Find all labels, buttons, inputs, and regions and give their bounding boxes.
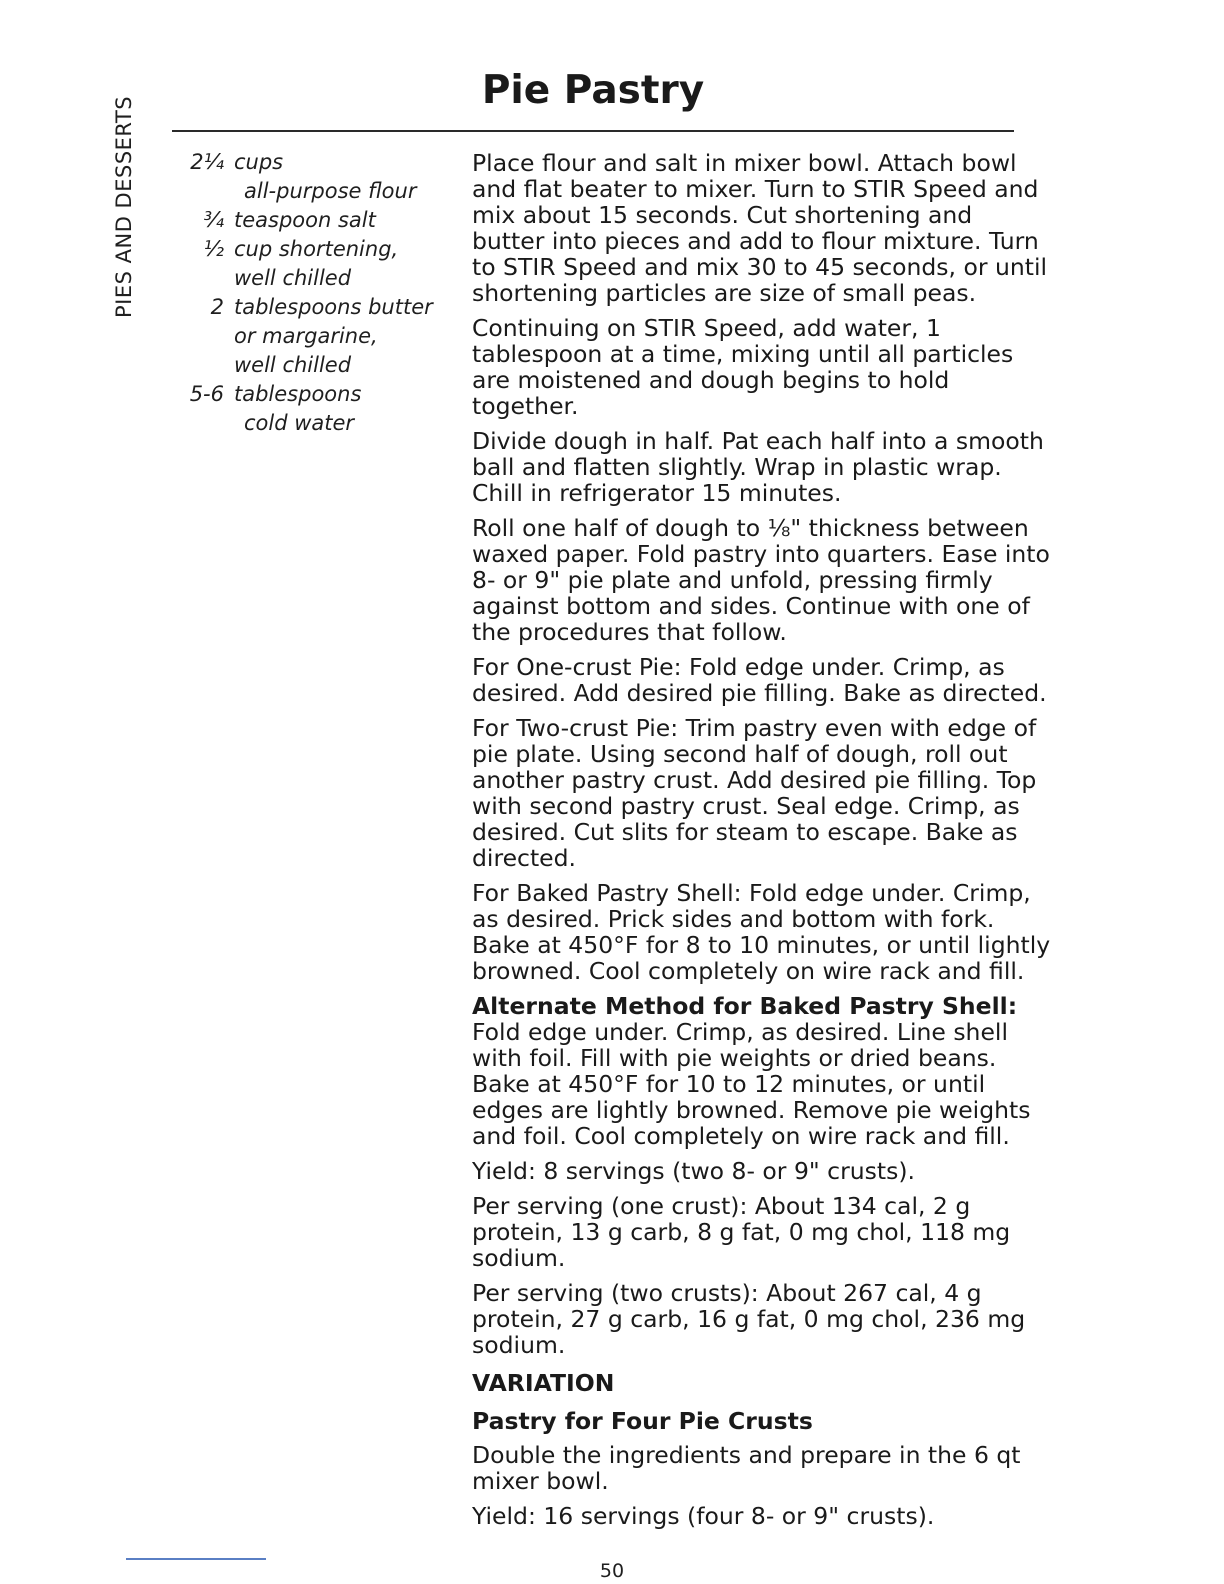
ingredient-item <box>176 148 446 206</box>
ingredient-text: cup shortening, <box>234 237 399 261</box>
step-paragraph: Continuing on STIR Speed, add water, 1 tablespoon at a time, mixing until all particles are moistened and dough begins to hold together. <box>472 314 1014 420</box>
ingredient-amount: 5-6 <box>189 382 224 406</box>
section-tab: PIES AND DESSERTS <box>112 95 136 318</box>
ingredient-text: all-purpose flour <box>244 179 417 203</box>
step-paragraph: For Two-crust Pie: Trim pastry even with edge of pie plate. Using second half of dough, roll out another pastry crust. Add desired pie filling. Top with second pastry crust. Seal edge. Crimp, as desired. Cut slits for steam to escape. Bake as directed. <box>472 714 1037 872</box>
ingredient-amount: ¾ <box>203 208 224 232</box>
ingredient-text: cups <box>234 150 284 174</box>
variation-heading: VARIATION <box>472 1369 615 1397</box>
step-paragraph: For One-crust Pie: Fold edge under. Crimp, as desired. Add desired pie filling. Bake as directed. <box>472 653 1047 707</box>
nutrition-two-crusts: Per serving (two crusts): About 267 cal, 4 g protein, 27 g carb, 16 g fat, 0 mg chol, 236 mg sodium. <box>472 1279 1026 1359</box>
ingredient-item <box>176 206 446 235</box>
ingredient-item <box>176 293 446 380</box>
ingredient-text: or margarine, <box>234 324 378 348</box>
ingredient-text: well chilled <box>234 266 352 290</box>
ingredient-text: well chilled <box>234 353 352 377</box>
alternate-method-text: Fold edge under. Crimp, as desired. Line shell with foil. Fill with pie weights or dried beans. Bake at 450°F for 10 to 12 minutes, or until edges are lightly browned. Remove pie weights and foil. Cool completely on wire rack and fill. <box>472 1018 1031 1150</box>
step-paragraph: Roll one half of dough to ⅛" thickness between waxed paper. Fold pastry into quarters. Ease into 8- or 9" pie plate and unfold, pressing firmly against bottom and sides. Continue with one of the procedures that follow. <box>472 514 1050 646</box>
ingredient-item <box>176 380 446 438</box>
footer-line <box>126 1558 266 1560</box>
yield-text: Yield: 8 servings (two 8- or 9" crusts). <box>472 1157 915 1185</box>
ingredient-amount: 2¼ <box>190 150 224 174</box>
variation-yield: Yield: 16 servings (four 8- or 9" crusts). <box>472 1502 935 1530</box>
instructions <box>472 150 1052 1538</box>
alternate-method-label: Alternate Method for Baked Pastry Shell: <box>472 992 1018 1020</box>
ingredient-item <box>176 235 446 293</box>
ingredient-text: tablespoons <box>234 382 362 406</box>
variation-subheading: Pastry for Four Pie Crusts <box>472 1407 813 1435</box>
ingredient-list <box>176 148 446 438</box>
step-paragraph: Divide dough in half. Pat each half into a smooth ball and flatten slightly. Wrap in plastic wrap. Chill in refrigerator 15 minutes. <box>472 427 1044 507</box>
page-title: Pie Pastry <box>481 68 705 113</box>
ingredient-text: teaspoon salt <box>234 208 376 232</box>
page-number: 50 <box>599 1560 625 1582</box>
title-rule <box>172 130 1014 132</box>
step-paragraph: Place flour and salt in mixer bowl. Attach bowl and flat beater to mixer. Turn to STIR Speed and mix about 15 seconds. Cut shortening and butter into pieces and add to flour mixture. Turn to STIR Speed and mix 30 to 45 seconds, or until shortening particles are size of small peas. <box>472 149 1048 307</box>
ingredient-amount: ½ <box>203 237 224 261</box>
variation-text: Double the ingredients and prepare in the 6 qt mixer bowl. <box>472 1441 1021 1495</box>
ingredient-text: tablespoons butter <box>234 295 433 319</box>
ingredient-text: cold water <box>244 411 355 435</box>
ingredient-amount: 2 <box>210 295 224 319</box>
nutrition-one-crust: Per serving (one crust): About 134 cal, 2 g protein, 13 g carb, 8 g fat, 0 mg chol, 118 mg sodium. <box>472 1192 1011 1272</box>
step-paragraph: For Baked Pastry Shell: Fold edge under. Crimp, as desired. Prick sides and bottom with fork. Bake at 450°F for 8 to 10 minutes, or until lightly browned. Cool completely on wire rack and fill. <box>472 879 1051 985</box>
alternate-method <box>472 993 1052 1149</box>
